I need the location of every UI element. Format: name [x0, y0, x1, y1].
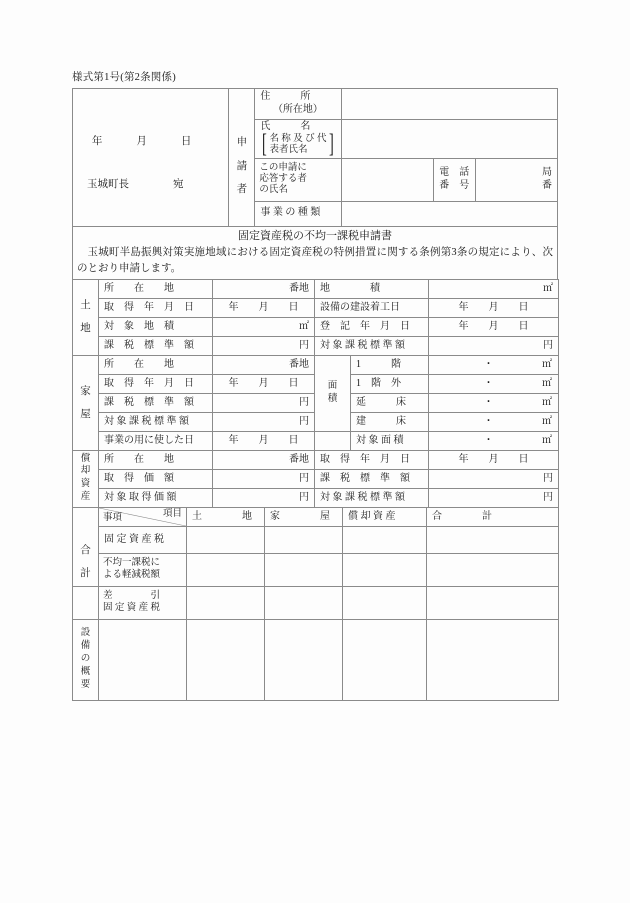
decimal-dot: ・: [483, 396, 494, 408]
phone-unit-ban: 番: [542, 179, 552, 191]
land-acquire-date-input[interactable]: [213, 298, 315, 317]
business-type-label-cell: [255, 201, 341, 226]
table-row: [73, 317, 559, 336]
table-row: [73, 526, 559, 553]
unit-text: 番地: [289, 358, 309, 370]
house-business-use-date-label: [99, 431, 213, 450]
value-row: [429, 416, 558, 429]
vertical-char: 産: [80, 492, 91, 503]
label-line2: 固 定 資 産 税: [103, 602, 161, 613]
house-tax-base-input[interactable]: [213, 393, 315, 412]
diag-item-label: 項目: [162, 508, 182, 519]
table-row: [73, 431, 559, 450]
unit-text: ㎡: [542, 434, 552, 446]
name-brace-line1: 名 称 及 び 代: [269, 133, 327, 144]
vertical-char: 合: [80, 544, 91, 556]
name-label-cell: [255, 119, 341, 158]
total-section-label-cell-2: [73, 586, 99, 619]
total-col-total-header: [427, 507, 559, 526]
label-text: [99, 557, 186, 583]
depreciable-assets-table: [72, 450, 559, 508]
label-text: 所 在 地: [104, 453, 174, 465]
label-text: 所 在 地: [104, 358, 174, 370]
unit-text: 番地: [289, 282, 309, 294]
unit-text: 円: [543, 472, 553, 484]
decimal-dot: ・: [483, 358, 494, 370]
date-line: [73, 135, 228, 148]
house-area-floor1-input[interactable]: [429, 355, 559, 374]
depreciable-target-price-input[interactable]: [213, 488, 315, 507]
total-row-net-tax-land-input[interactable]: [187, 586, 265, 619]
vertical-char: 地: [80, 323, 91, 335]
house-business-use-date-input[interactable]: [213, 431, 315, 450]
unit-text: 円: [543, 339, 553, 351]
house-location-label: [99, 355, 213, 374]
house-tax-base-label: [99, 393, 213, 412]
total-row-reduction-label: [99, 553, 187, 586]
addressee-line: [73, 178, 228, 191]
house-area-total-floor-label: [351, 393, 429, 412]
land-section-label: [73, 280, 98, 355]
total-row-reduction-land-input[interactable]: [187, 553, 265, 586]
land-tax-base-label: [99, 336, 213, 355]
total-row-net-tax-house-input[interactable]: [265, 586, 343, 619]
name-brace-group: [255, 129, 340, 159]
vertical-char: 要: [80, 679, 91, 690]
name-brace-line2: 表者氏名: [269, 144, 308, 155]
table-row: [73, 88, 558, 119]
form-description: 玉城町半島振興対策実施地域における固定資産税の特例措置に関する条例第3条の規定により、次のとおり申請します。: [77, 247, 553, 274]
unit-text: 年 月 日: [228, 434, 299, 446]
label-text: 課 税 標 準 額: [104, 396, 194, 408]
house-section-label: [73, 356, 98, 450]
house-table: [72, 355, 559, 451]
phone-number-input[interactable]: [475, 158, 557, 201]
house-target-tax-base-label: [99, 412, 213, 431]
date-year-label: 年: [91, 135, 103, 147]
value-row: [429, 397, 558, 410]
form-number: 様式第1号(第2条関係): [72, 72, 176, 83]
vertical-char: 償: [80, 453, 91, 464]
phone-label-line1: 電 話: [439, 167, 470, 179]
responder-line1: この申請に: [259, 162, 307, 173]
equipment-summary-col4[interactable]: [343, 619, 427, 700]
label-text: 課 税 標 準 額: [320, 472, 410, 484]
house-area-target-label: [351, 431, 429, 450]
land-section-label-cell: [73, 279, 99, 355]
table-row: [73, 355, 559, 374]
label-text: 取 得 年 月 日: [104, 377, 194, 389]
page-title: 固定資産税の不均一課税申請書: [238, 229, 392, 242]
depreciable-target-tax-base-input[interactable]: [429, 488, 559, 507]
name-input[interactable]: [341, 119, 557, 158]
vertical-char: 積: [327, 393, 338, 404]
value-row: [429, 435, 558, 448]
label-text: [99, 590, 186, 616]
decimal-dot: ・: [483, 415, 494, 427]
land-target-tax-base-input[interactable]: [429, 336, 559, 355]
addressee-name: 玉城町長: [87, 179, 129, 191]
depreciable-target-price-label: [99, 488, 213, 507]
label-text: 設備の建設着工日: [320, 301, 400, 313]
unit-text: ㎡: [542, 396, 552, 408]
land-acquire-date-label: [99, 298, 213, 317]
unit-text: 円: [299, 472, 309, 484]
depreciable-acquire-date-label: [315, 450, 429, 469]
house-area-building-floor-input[interactable]: [429, 412, 559, 431]
date-month-label: 月: [136, 135, 147, 147]
responder-label-cell: [255, 158, 341, 201]
address-label-line1: 住 所: [260, 91, 311, 103]
label-text: 課 税 標 準 額: [104, 339, 194, 351]
land-location-input[interactable]: [213, 279, 315, 298]
responder-name-input[interactable]: [341, 158, 433, 201]
depreciable-acquire-price-label: [99, 469, 213, 488]
table-row: [73, 553, 559, 586]
label-text: 延 床: [356, 396, 406, 408]
depreciable-tax-base-input[interactable]: [429, 469, 559, 488]
depreciable-location-input[interactable]: [213, 450, 315, 469]
label-text: 家 屋: [270, 510, 330, 522]
vertical-char: 者: [236, 183, 248, 195]
equipment-summary-col5[interactable]: [427, 619, 559, 700]
label-text: 対 象 取 得 価 額: [104, 491, 177, 503]
total-row-reduction-depreciable-input[interactable]: [343, 553, 427, 586]
total-row-net-tax-total-input[interactable]: [427, 586, 559, 619]
business-type-input[interactable]: [341, 201, 557, 226]
house-area-spacer: [315, 431, 351, 450]
unit-text: 年 月 日: [458, 320, 529, 332]
applicant-label: [229, 80, 254, 235]
business-type-label: 事 業 の 種 類: [260, 207, 321, 219]
vertical-char: 備: [80, 640, 91, 651]
form-title-cell: [73, 226, 558, 279]
vertical-char: 資: [80, 479, 91, 490]
table-row: [73, 279, 559, 298]
label-text: 対 象 課 税 標 準 額: [320, 339, 405, 351]
unit-text: 年 月 日: [228, 301, 299, 313]
label-text: 取 得 価 額: [104, 472, 174, 484]
brace-left-icon: [: [261, 129, 267, 159]
label-text: 建 床: [356, 415, 406, 427]
responder-line3: の氏名: [259, 185, 288, 196]
total-row-property-tax-house-input[interactable]: [265, 526, 343, 553]
table-row: [73, 450, 559, 469]
unit-text: 年 月 日: [458, 453, 529, 465]
value-row: [429, 378, 558, 391]
phone-label-line2: 番 号: [439, 179, 470, 191]
total-row-net-tax-label: [99, 586, 187, 619]
total-table: [72, 507, 559, 701]
phone-unit-kyoku: 局: [542, 167, 552, 179]
land-target-area-label: [99, 317, 213, 336]
responder-label: [255, 162, 340, 198]
title-table: [72, 226, 558, 280]
label-text: 固 定 資 産 税: [104, 533, 164, 545]
depreciable-acquire-date-input[interactable]: [429, 450, 559, 469]
house-acquire-date-label: [99, 374, 213, 393]
land-location-label: [99, 279, 213, 298]
address-label-cell: [255, 88, 341, 119]
land-tax-base-input[interactable]: [213, 336, 315, 355]
total-row-property-tax-depreciable-input[interactable]: [343, 526, 427, 553]
total-row-reduction-total-input[interactable]: [427, 553, 559, 586]
equipment-summary-col1[interactable]: [99, 619, 187, 700]
equipment-summary-col3[interactable]: [265, 619, 343, 700]
unit-text: 年 月 日: [458, 301, 529, 313]
total-row-reduction-house-input[interactable]: [265, 553, 343, 586]
vertical-char: 屋: [80, 408, 91, 420]
unit-text: ㎡: [542, 415, 552, 427]
label-text: 合 計: [432, 510, 492, 522]
vertical-char: 申: [236, 137, 248, 149]
unit-text: 円: [299, 415, 309, 427]
house-location-input[interactable]: [213, 355, 315, 374]
label-text: 地 積: [320, 282, 380, 294]
name-label: 氏 名: [260, 121, 311, 133]
vertical-char: 家: [80, 385, 91, 397]
total-section-label-cell: [73, 507, 99, 586]
vertical-char: 却: [80, 466, 91, 477]
address-input[interactable]: [341, 88, 557, 119]
house-area-label: [315, 356, 350, 431]
form-container: [72, 72, 558, 701]
label-text: 取 得 年 月 日: [320, 453, 410, 465]
total-col-land-header: [187, 507, 265, 526]
total-row-property-tax-land-input[interactable]: [187, 526, 265, 553]
table-row: [73, 507, 559, 526]
table-row: [73, 586, 559, 619]
house-area-floor1-outside-label: [351, 374, 429, 393]
land-registration-date-input[interactable]: [429, 317, 559, 336]
unit-text: ㎡: [299, 320, 309, 332]
vertical-char: 請: [236, 160, 248, 172]
label-text: 対 象 面 積: [356, 434, 404, 446]
decimal-dot: ・: [483, 377, 494, 389]
label-text: 取 得 年 月 日: [104, 301, 194, 313]
address-label-line2: （所在地）: [272, 103, 323, 115]
diag-matter-label: 事項: [103, 512, 123, 523]
equipment-section-label-cell: [73, 619, 99, 700]
land-area-label: [315, 279, 429, 298]
facility-construction-start-label: [315, 298, 429, 317]
vertical-char: 計: [80, 567, 91, 579]
label-text: 登 記 年 月 日: [320, 320, 410, 332]
label-text: 対 象 課 税 標 準 額: [104, 415, 189, 427]
decimal-dot: ・: [483, 434, 494, 446]
table-row: [73, 469, 559, 488]
table-row: [73, 226, 558, 279]
total-row-property-tax-total-input[interactable]: [427, 526, 559, 553]
vertical-char: 土: [80, 300, 91, 312]
land-target-area-input[interactable]: [213, 317, 315, 336]
value-row: [429, 359, 558, 372]
label-text: 1 階 外: [356, 377, 401, 389]
total-row-property-tax-label: [99, 526, 187, 553]
house-area-floor1-outside-input[interactable]: [429, 374, 559, 393]
label-text: 事業の用に使した日: [104, 434, 194, 446]
unit-text: 年 月 日: [228, 377, 299, 389]
label-line1: 不均一課税に: [103, 557, 161, 568]
total-diagonal-header-cell: [99, 507, 187, 526]
land-registration-date-label: [315, 317, 429, 336]
unit-text: ㎡: [543, 282, 553, 294]
phone-label-cell: [433, 158, 475, 201]
depreciable-tax-base-label: [315, 469, 429, 488]
total-row-net-tax-depreciable-input[interactable]: [343, 586, 427, 619]
table-row: [73, 488, 559, 507]
facility-construction-start-input[interactable]: [429, 298, 559, 317]
house-area-target-input[interactable]: [429, 431, 559, 450]
unit-text: ㎡: [542, 358, 552, 370]
table-row: [73, 298, 559, 317]
addressee-cell: [73, 88, 229, 226]
label-text: 対 象 課 税 標 準 額: [320, 491, 405, 503]
depreciable-acquire-price-input[interactable]: [213, 469, 315, 488]
label-line1: 差 引: [103, 590, 161, 601]
applicant-table: [72, 88, 558, 227]
unit-text: 円: [543, 491, 553, 503]
table-row: [73, 619, 559, 700]
applicant-label-cell: [229, 88, 255, 226]
label-text: 対 象 地 積: [104, 320, 174, 332]
land-table: [72, 279, 559, 356]
land-area-input[interactable]: [429, 279, 559, 298]
house-area-floor1-label: [351, 355, 429, 374]
land-target-tax-base-label: [315, 336, 429, 355]
name-brace-text: [269, 134, 326, 156]
label-text: 所 在 地: [104, 282, 174, 294]
addressee-suffix: 宛: [173, 179, 184, 191]
equipment-section-label: [73, 620, 98, 700]
label-line2: よる軽減税額: [103, 569, 161, 580]
responder-line2: 応答する者: [259, 173, 307, 184]
house-target-tax-base-input[interactable]: [213, 412, 315, 431]
table-row: [73, 336, 559, 355]
vertical-char: 概: [80, 666, 91, 677]
house-area-label-cell: [315, 355, 351, 431]
total-col-depreciable-header: [343, 507, 427, 526]
depreciable-location-label: [99, 450, 213, 469]
vertical-char: 面: [327, 380, 338, 391]
equipment-summary-col2[interactable]: [187, 619, 265, 700]
house-area-building-floor-label: [351, 412, 429, 431]
house-acquire-date-input[interactable]: [213, 374, 315, 393]
unit-text: 円: [299, 339, 309, 351]
total-section-label: [73, 493, 98, 601]
date-day-label: 日: [180, 135, 192, 147]
label-text: 1 階: [356, 358, 401, 370]
brace-right-icon: ]: [329, 129, 335, 159]
house-section-label-cell: [73, 355, 99, 450]
label-text: 土 地: [192, 510, 252, 522]
unit-text: ㎡: [542, 377, 552, 389]
vertical-char: 設: [80, 628, 91, 639]
vertical-char: の: [80, 653, 91, 664]
unit-text: 番地: [289, 453, 309, 465]
label-text: 償 却 資 産: [348, 510, 396, 522]
unit-text: 円: [299, 396, 309, 408]
unit-text: 円: [299, 491, 309, 503]
house-area-total-floor-input[interactable]: [429, 393, 559, 412]
depreciable-target-tax-base-label: [315, 488, 429, 507]
total-col-house-header: [265, 507, 343, 526]
